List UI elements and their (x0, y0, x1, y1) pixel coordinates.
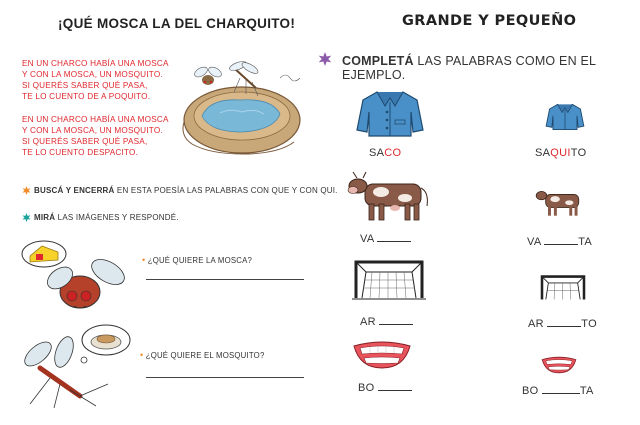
word-suffix: TA (578, 236, 593, 248)
word-prefix: BO (358, 382, 375, 394)
blank-field[interactable] (544, 237, 578, 245)
poem-line: SI QUERÉS SABER QUÉ PASA, (22, 81, 148, 90)
poem-line: SI QUERÉS SABER QUÉ PASA, (22, 137, 148, 146)
poem-line: Y CON LA MOSCA, UN MOSQUITO. (22, 126, 163, 135)
big-goal-icon (350, 258, 428, 302)
food-plate-icon (91, 335, 121, 349)
poem-line: TE LO CUENTO DE A POQUITO. (22, 92, 151, 101)
instruction-find-words (34, 186, 338, 196)
fly-thinking-illustration (16, 236, 136, 316)
word-small-4 (522, 385, 594, 397)
puddle-illustration (170, 58, 305, 163)
left-page-title: ¡QUÉ MOSCA LA DEL CHARQUITO! (58, 16, 296, 31)
question-text: ¿QUÉ QUIERE LA MOSCA? (147, 256, 253, 265)
blank-field[interactable] (378, 383, 412, 391)
word-suffix: TA (579, 385, 594, 397)
poem-line: EN UN CHARCO HABÍA UNA MOSCA (22, 115, 169, 124)
question-bullet: • (142, 255, 146, 265)
poem-line: Y CON LA MOSCA, UN MOSQUITO. (22, 70, 163, 79)
blank-field[interactable] (547, 319, 581, 327)
question-fly (142, 255, 252, 265)
question-text: ¿QUÉ QUIERE EL MOSQUITO? (145, 351, 265, 360)
word-highlight: CO (384, 147, 402, 159)
word-prefix: AR (528, 318, 544, 330)
fly-icon (193, 65, 223, 85)
purple-star-bullet-icon (318, 52, 332, 66)
word-big-2 (360, 233, 411, 245)
word-big-4 (358, 382, 412, 394)
small-cow-icon (535, 186, 587, 217)
instruction-text: LAS IMÁGENES Y RESPONDÉ. (55, 213, 179, 222)
small-goal-icon (538, 274, 588, 302)
question-mosquito (140, 350, 264, 360)
blank-field[interactable] (542, 386, 580, 394)
poem-stanza-2 (22, 114, 169, 158)
instruction-complete-words (342, 54, 596, 82)
instruction-verb: BUSCÁ Y ENCERRÁ (34, 186, 115, 195)
mosquito-thinking-illustration (20, 318, 140, 410)
instruction-verb: COMPLETÁ (342, 54, 414, 68)
instruction-text: EN ESTA POESÍA LAS PALABRAS CON QUE Y CON QUI. (114, 186, 338, 195)
small-jacket-icon (545, 102, 585, 132)
word-highlight: QUI (550, 147, 571, 159)
word-prefix: AR (360, 316, 376, 328)
word-prefix: SA (535, 147, 551, 159)
word-prefix: VA (360, 233, 374, 245)
instruction-text: LAS PALABRAS COMO EN EL (413, 54, 597, 68)
big-mouth-icon (352, 340, 412, 370)
answer-line-mosquito[interactable] (146, 377, 304, 378)
word-big-1 (369, 147, 401, 159)
word-prefix: SA (369, 147, 385, 159)
small-mouth-icon (541, 356, 577, 374)
word-prefix: VA (527, 236, 541, 248)
word-prefix: BO (522, 385, 539, 397)
poem-stanza-1 (22, 58, 169, 102)
word-small-2 (527, 236, 592, 248)
teal-star-bullet-icon (22, 213, 31, 222)
word-big-3 (360, 316, 413, 328)
word-suffix: TO (581, 318, 597, 330)
answer-line-fly[interactable] (146, 279, 304, 280)
right-page-title: GRANDE Y PEQUEÑO (402, 13, 577, 29)
word-suffix: TO (570, 147, 587, 159)
orange-star-bullet-icon (22, 186, 31, 195)
instruction-text-line2: EJEMPLO. (342, 68, 406, 82)
big-cow-icon (347, 170, 435, 222)
blank-field[interactable] (377, 234, 411, 242)
instruction-verb: MIRÁ (34, 213, 56, 222)
poem-line: TE LO CUENTO DESPACITO. (22, 148, 139, 157)
poem-line: EN UN CHARCO HABÍA UNA MOSCA (22, 59, 169, 68)
big-jacket-icon (355, 90, 425, 138)
question-bullet: • (140, 350, 144, 360)
instruction-look-answer (34, 213, 179, 223)
word-small-1 (535, 147, 586, 159)
blank-field[interactable] (379, 317, 413, 325)
word-small-3 (528, 318, 597, 330)
